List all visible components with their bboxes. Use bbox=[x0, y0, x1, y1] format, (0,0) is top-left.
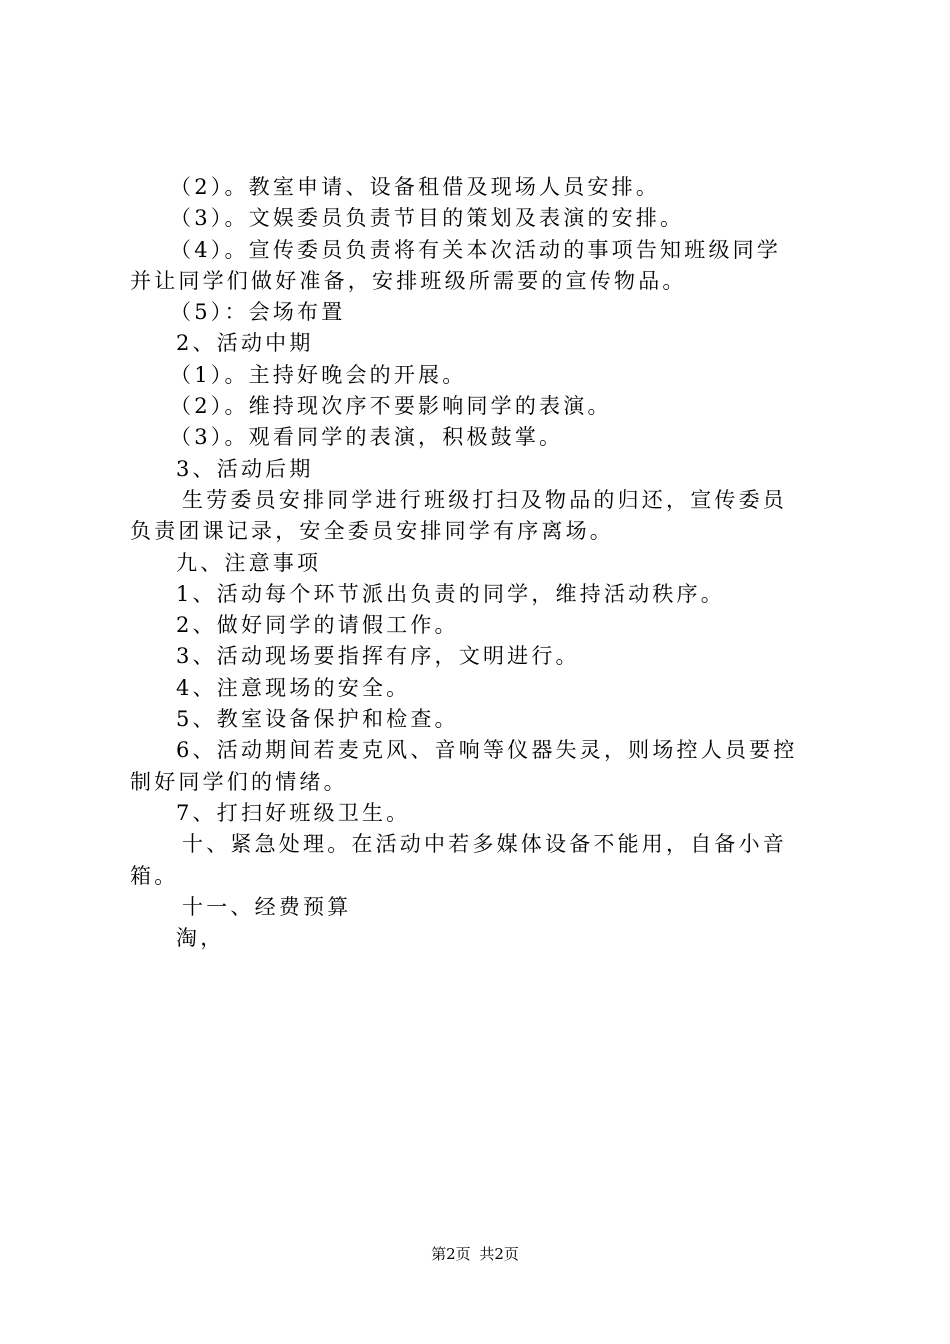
list-item: 2、做好同学的请假工作。 bbox=[176, 613, 459, 638]
current-page-number: 第2页 bbox=[431, 1245, 471, 1263]
section-heading: 3、活动后期 bbox=[176, 456, 314, 481]
list-item: 6、活动期间若麦克风、音响等仪器失灵，则场控人员要控 bbox=[176, 738, 798, 763]
section-heading: 十一、经费预算 bbox=[182, 894, 352, 919]
paragraph-line: 生劳委员安排同学进行班级打扫及物品的归还，宣传委员 bbox=[182, 487, 787, 512]
paragraph-line: 负责团课记录，安全委员安排同学有序离场。 bbox=[130, 519, 614, 544]
list-item: 4、注意现场的安全。 bbox=[176, 675, 411, 700]
paragraph-line: （2）。教室申请、设备租借及现场人员安排。 bbox=[170, 175, 661, 199]
total-pages: 共2页 bbox=[479, 1245, 519, 1263]
paragraph-line: （3）。文娱委员负责节目的策划及表演的安排。 bbox=[170, 206, 685, 231]
list-item: 7、打扫好班级卫生。 bbox=[176, 800, 411, 825]
section-heading: 2、活动中期 bbox=[176, 331, 314, 356]
paragraph-line: 箱。 bbox=[130, 863, 179, 888]
section-heading: 十、紧急处理。在活动中若多媒体设备不能用，自备小音 bbox=[182, 832, 787, 857]
paragraph-line: （2）。维持现次序不要影响同学的表演。 bbox=[170, 394, 612, 419]
list-item: 1、活动每个环节派出负责的同学，维持活动秩序。 bbox=[176, 581, 725, 606]
paragraph-line: （5）：会场布置 bbox=[170, 300, 346, 325]
list-item: 5、教室设备保护和检查。 bbox=[176, 707, 459, 732]
paragraph-line: 并让同学们做好准备，安排班级所需要的宣传物品。 bbox=[130, 268, 687, 293]
page-footer bbox=[0, 1244, 950, 1264]
list-item: 制好同学们的情绪。 bbox=[130, 769, 348, 794]
document-body bbox=[130, 172, 832, 954]
section-heading: 九、注意事项 bbox=[176, 550, 322, 575]
paragraph-line: 淘， bbox=[176, 926, 225, 951]
list-item: 3、活动现场要指挥有序，文明进行。 bbox=[176, 644, 580, 669]
paragraph-line: （4）。宣传委员负责将有关本次活动的事项告知班级同学 bbox=[170, 237, 782, 262]
paragraph-line: （3）。观看同学的表演，积极鼓掌。 bbox=[170, 425, 564, 450]
paragraph-line: （1）。主持好晚会的开展。 bbox=[170, 362, 467, 387]
